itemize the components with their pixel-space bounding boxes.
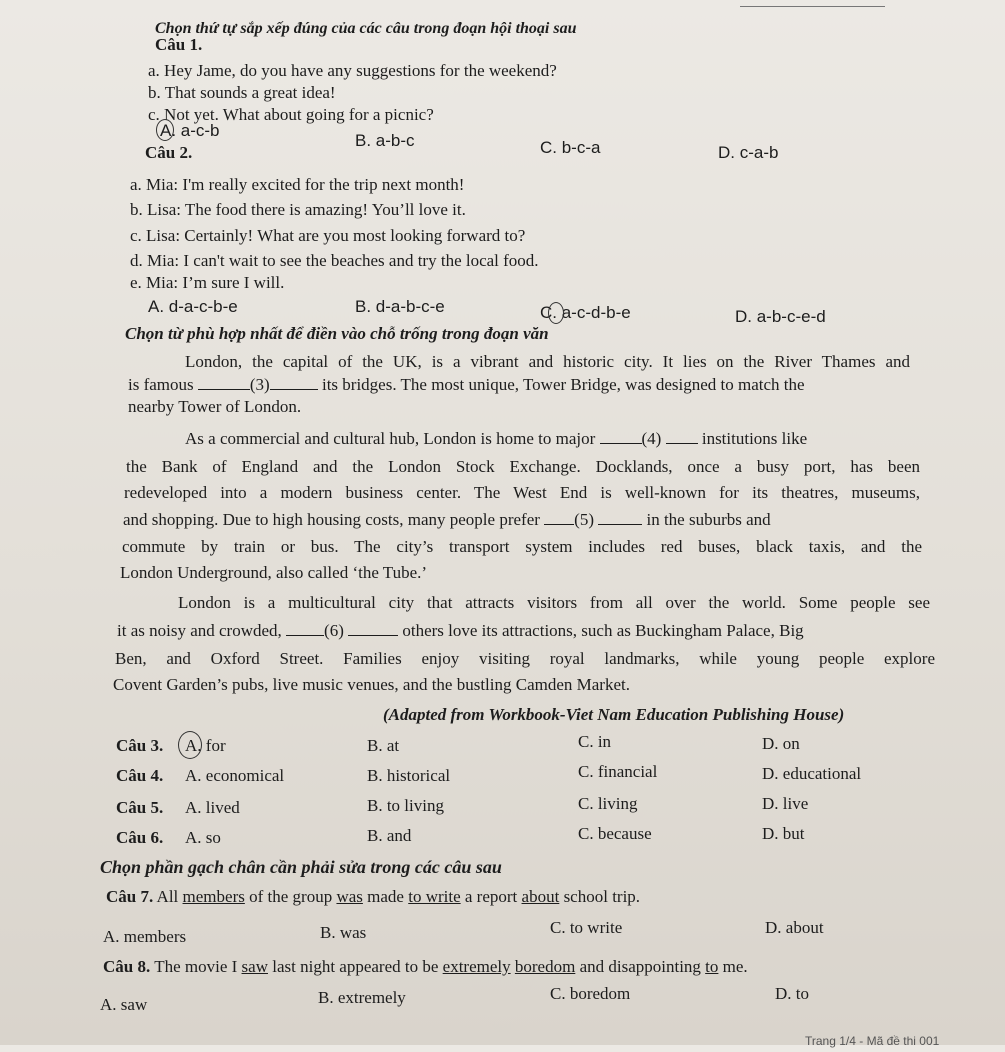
q7-underlined-c: to write bbox=[408, 887, 461, 906]
q7-underlined-d: about bbox=[521, 887, 560, 906]
blank-line bbox=[198, 375, 250, 390]
q6-option-c[interactable]: C. because bbox=[578, 824, 652, 843]
q3-option-c[interactable]: C. in bbox=[578, 732, 612, 751]
passage-source: (Adapted from Workbook-Viet Nam Education Publishing House) bbox=[383, 705, 845, 724]
q7-label: Câu 7. bbox=[106, 887, 154, 906]
q1-option-d[interactable]: D. c-a-b bbox=[718, 143, 779, 162]
q1-option-a[interactable]: A. a-c-b bbox=[160, 121, 220, 140]
passage-p2-line3: redeveloped into a modern business center. The West End is well-known for its theatres, museums, bbox=[124, 483, 920, 502]
passage-text: As a commercial and cultural hub, London is home to major bbox=[185, 429, 596, 448]
blank-number-4: (4) bbox=[641, 429, 662, 448]
q3-option-d[interactable]: D. on bbox=[762, 734, 800, 753]
passage-p1-line1: London, the capital of the UK, is a vibrant and historic city. It lies on the River Thames and bbox=[185, 352, 910, 371]
answer-circle-mark bbox=[156, 119, 174, 141]
passage-p3-line1: London is a multicultural city that attracts visitors from all over the world. Some people see bbox=[178, 593, 930, 612]
q7-text: of the group bbox=[249, 887, 333, 906]
q1-line-b: b. That sounds a great idea! bbox=[148, 83, 336, 102]
blank-line bbox=[270, 375, 318, 390]
q7-option-b[interactable]: B. was bbox=[320, 923, 367, 942]
q7-text: made bbox=[367, 887, 404, 906]
q2-line-e: e. Mia: I’m sure I will. bbox=[130, 273, 285, 292]
blank-line bbox=[544, 510, 574, 525]
q1-label: Câu 1. bbox=[155, 35, 203, 54]
passage-p2-line1 bbox=[185, 428, 807, 450]
blank-number-5: (5) bbox=[574, 510, 594, 529]
blank-line bbox=[598, 510, 642, 525]
q6-option-b[interactable]: B. and bbox=[367, 826, 412, 845]
q5-label: Câu 5. bbox=[116, 798, 164, 817]
blank-number-3: (3) bbox=[249, 375, 270, 394]
q2-option-a[interactable]: A. d-a-c-b-e bbox=[148, 297, 238, 316]
q7-underlined-b: was bbox=[336, 887, 363, 906]
q3-option-b[interactable]: B. at bbox=[367, 736, 400, 755]
q8-text: The movie I bbox=[154, 957, 238, 976]
q8-option-c[interactable]: C. boredom bbox=[550, 984, 631, 1003]
passage-text: its bridges. The most unique, Tower Bridge, was designed to match the bbox=[321, 375, 805, 394]
q3-option-a[interactable]: A. for bbox=[185, 736, 226, 755]
passage-p3-line4: Covent Garden’s pubs, live music venues, and the bustling Camden Market. bbox=[113, 675, 630, 694]
passage-p2-line4 bbox=[123, 509, 771, 531]
q7-underlined-a: members bbox=[182, 887, 245, 906]
blank-line bbox=[286, 621, 324, 636]
instruction-cloze: Chọn từ phù hợp nhất để điền vào chỗ trống trong đoạn văn bbox=[125, 324, 549, 343]
passage-p2-line2: the Bank of England and the London Stock Exchange. Docklands, once a busy port, has been bbox=[126, 457, 920, 476]
q8-label: Câu 8. bbox=[103, 957, 151, 976]
q8-underlined-b: extremely bbox=[442, 957, 511, 976]
q7-text: school trip. bbox=[563, 887, 641, 906]
q7-option-d[interactable]: D. about bbox=[765, 918, 824, 937]
q8-underlined-c: boredom bbox=[514, 957, 576, 976]
q4-label: Câu 4. bbox=[116, 766, 164, 785]
q7-sentence bbox=[106, 886, 640, 908]
q4-option-c[interactable]: C. financial bbox=[578, 762, 658, 781]
q5-option-c[interactable]: C. living bbox=[578, 794, 638, 813]
q7-option-a[interactable]: A. members bbox=[103, 927, 187, 946]
passage-text: institutions like bbox=[701, 429, 808, 448]
q5-option-a[interactable]: A. lived bbox=[185, 798, 240, 817]
q2-option-b[interactable]: B. d-a-b-c-e bbox=[355, 297, 445, 316]
q2-line-a: a. Mia: I'm really excited for the trip next month! bbox=[130, 175, 465, 194]
instruction-error-identification: Chọn phần gạch chân cần phải sửa trong các câu sau bbox=[100, 857, 502, 877]
q2-option-c[interactable]: C. a-c-d-b-e bbox=[540, 303, 631, 322]
answer-circle-mark bbox=[548, 302, 564, 324]
q7-text: All bbox=[156, 887, 179, 906]
q3-label: Câu 3. bbox=[116, 736, 164, 755]
passage-text: others love its attractions, such as Buckingham Palace, Big bbox=[402, 621, 804, 640]
q8-option-a[interactable]: A. saw bbox=[100, 995, 148, 1014]
q2-label: Câu 2. bbox=[145, 143, 193, 162]
q1-option-b[interactable]: B. a-b-c bbox=[355, 131, 415, 150]
blank-line bbox=[600, 429, 642, 444]
q2-option-d[interactable]: D. a-b-c-e-d bbox=[735, 307, 826, 326]
q8-underlined-d: to bbox=[705, 957, 719, 976]
q4-option-a[interactable]: A. economical bbox=[185, 766, 285, 785]
passage-p1-line3: nearby Tower of London. bbox=[128, 397, 302, 416]
instruction-ordering: Chọn thứ tự sắp xếp đúng của các câu trong đoạn hội thoại sau bbox=[155, 20, 577, 37]
q6-option-a[interactable]: A. so bbox=[185, 828, 221, 847]
q1-option-c[interactable]: C. b-c-a bbox=[540, 138, 601, 157]
passage-p2-line5: commute by train or bus. The city’s transport system includes red buses, black taxis, and the bbox=[122, 537, 922, 556]
q8-option-d[interactable]: D. to bbox=[775, 984, 809, 1003]
blank-line bbox=[348, 621, 398, 636]
top-rule bbox=[740, 6, 885, 7]
q5-option-b[interactable]: B. to living bbox=[367, 796, 444, 815]
q2-line-c: c. Lisa: Certainly! What are you most looking forward to? bbox=[130, 226, 526, 245]
passage-text: it as noisy and crowded, bbox=[117, 621, 282, 640]
q7-option-c[interactable]: C. to write bbox=[550, 918, 623, 937]
passage-p3-line3: Ben, and Oxford Street. Families enjoy visiting royal landmarks, while young people explore bbox=[115, 649, 935, 668]
passage-text: and shopping. Due to high housing costs, many people prefer bbox=[123, 510, 540, 529]
passage-p1-line2 bbox=[128, 374, 805, 396]
page-footer: Trang 1/4 - Mã đề thi 001 bbox=[805, 1034, 940, 1048]
blank-line bbox=[666, 429, 698, 444]
answer-circle-mark bbox=[178, 731, 202, 759]
q4-option-b[interactable]: B. historical bbox=[367, 766, 451, 785]
q8-text: last night appeared to be bbox=[272, 957, 439, 976]
passage-p3-line2 bbox=[117, 620, 804, 642]
passage-text: is famous bbox=[128, 375, 194, 394]
q6-option-d[interactable]: D. but bbox=[762, 824, 805, 843]
q5-option-d[interactable]: D. live bbox=[762, 794, 809, 813]
blank-number-6: (6) bbox=[324, 621, 344, 640]
q1-line-a: a. Hey Jame, do you have any suggestions for the weekend? bbox=[148, 61, 557, 80]
q6-label: Câu 6. bbox=[116, 828, 164, 847]
q8-sentence bbox=[103, 956, 748, 978]
q8-text: and disappointing bbox=[579, 957, 701, 976]
q1-line-c: c. Not yet. What about going for a picnic? bbox=[148, 105, 434, 124]
q4-option-d[interactable]: D. educational bbox=[762, 764, 862, 783]
q2-line-d: d. Mia: I can't wait to see the beaches and try the local food. bbox=[130, 251, 539, 270]
q7-text: a report bbox=[464, 887, 518, 906]
q8-option-b[interactable]: B. extremely bbox=[318, 988, 406, 1007]
passage-text: in the suburbs and bbox=[646, 510, 771, 529]
q8-underlined-a: saw bbox=[241, 957, 268, 976]
q8-text: me. bbox=[722, 957, 748, 976]
q2-line-b: b. Lisa: The food there is amazing! You’ll love it. bbox=[130, 200, 466, 219]
passage-p2-line6: London Underground, also called ‘the Tube.’ bbox=[120, 563, 428, 582]
